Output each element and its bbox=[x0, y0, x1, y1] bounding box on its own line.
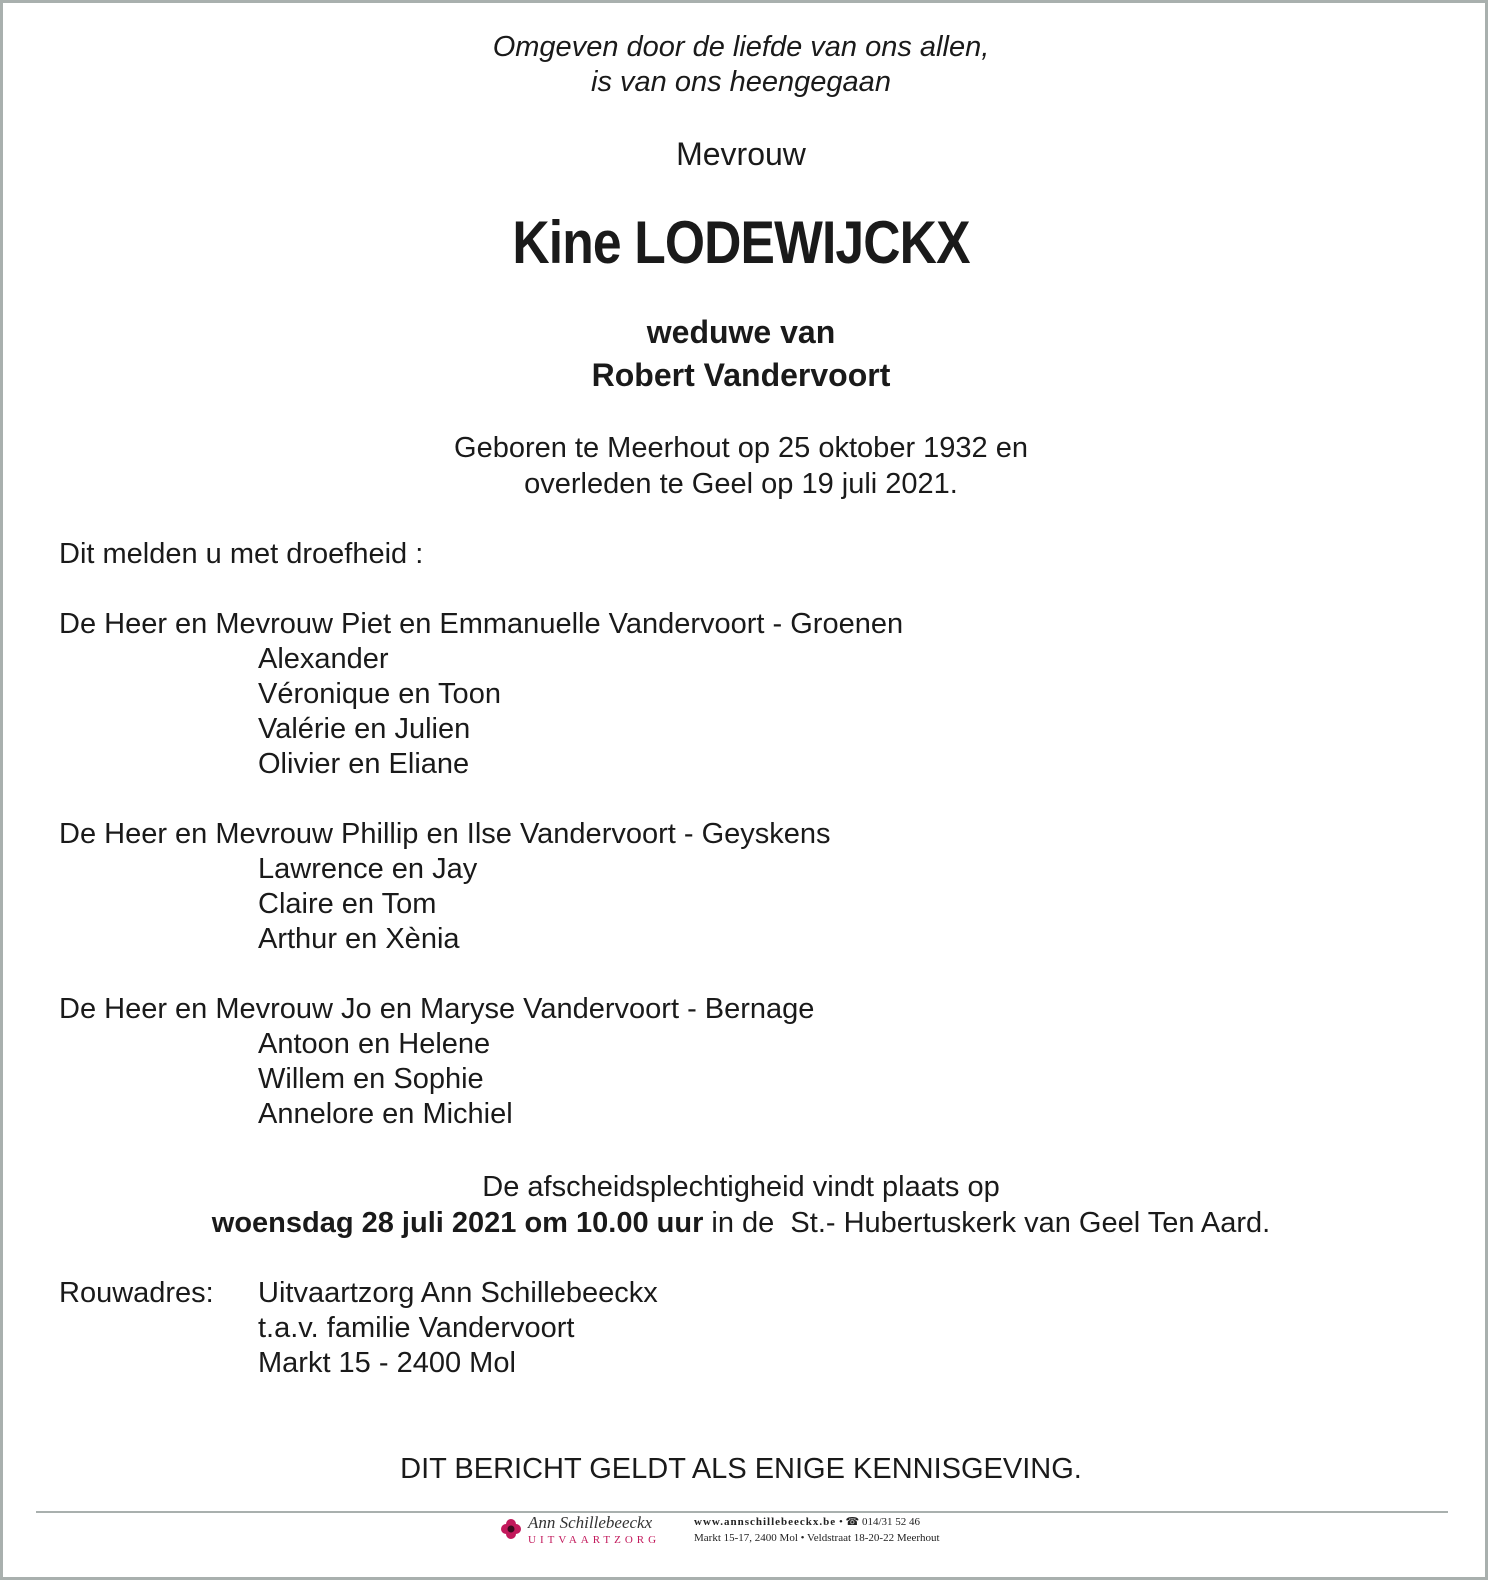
deceased-title: Mevrouw bbox=[676, 136, 806, 172]
announce-line: Dit melden u met droefheid : bbox=[59, 538, 424, 570]
footer-divider bbox=[36, 1511, 1448, 1513]
deceased-name: Kine LODEWIJCKX bbox=[512, 209, 970, 276]
family-member: Lawrence en Jay bbox=[258, 853, 478, 885]
widow-line-1: weduwe van bbox=[646, 314, 836, 350]
address-line: t.a.v. familie Vandervoort bbox=[258, 1312, 575, 1344]
family-member: Véronique en Toon bbox=[258, 678, 501, 710]
family-member: Claire en Tom bbox=[258, 888, 437, 920]
family-member: Annelore en Michiel bbox=[258, 1098, 513, 1130]
footer-addresses: Markt 15-17, 2400 Mol • Veldstraat 18-20-22 Meerhout bbox=[694, 1532, 940, 1544]
address-line: Uitvaartzorg Ann Schillebeeckx bbox=[258, 1277, 658, 1309]
death-line: overleden te Geel op 19 juli 2021. bbox=[524, 468, 958, 500]
family-member: Willem en Sophie bbox=[258, 1063, 484, 1095]
family-member: Olivier en Eliane bbox=[258, 748, 470, 780]
family-head: De Heer en Mevrouw Piet en Emmanuelle Vandervoort - Groenen bbox=[59, 608, 904, 640]
family-member: Valérie en Julien bbox=[258, 713, 471, 745]
logo-name: Ann Schillebeeckx bbox=[528, 1513, 653, 1532]
website: www.annschillebeeckx.be bbox=[694, 1516, 837, 1528]
family-member: Alexander bbox=[258, 643, 389, 675]
flower-icon bbox=[498, 1516, 524, 1542]
widow-line-2: Robert Vandervoort bbox=[591, 357, 891, 393]
birth-line: Geboren te Meerhout op 25 oktober 1932 en bbox=[454, 432, 1028, 464]
notice-line: DIT BERICHT GELDT ALS ENIGE KENNISGEVING. bbox=[400, 1453, 1082, 1485]
ceremony-line-1: De afscheidsplechtigheid vindt plaats op bbox=[482, 1171, 1000, 1203]
logo-subtitle: UITVAARTZORG bbox=[528, 1534, 661, 1546]
contact-line: www.annschillebeeckx.be • ☎ 014/31 52 46 bbox=[694, 1516, 921, 1528]
intro-line-2: is van ons heengegaan bbox=[591, 66, 891, 98]
intro-line-1: Omgeven door de liefde van ons allen, bbox=[492, 31, 990, 63]
family-head: De Heer en Mevrouw Phillip en Ilse Vandervoort - Geyskens bbox=[59, 818, 831, 850]
ceremony-date: woensdag 28 juli 2021 om 10.00 uur bbox=[211, 1207, 704, 1239]
phone-number: 014/31 52 46 bbox=[862, 1516, 921, 1528]
ceremony-location: in de St.- Hubertuskerk van Geel Ten Aard. bbox=[703, 1207, 1271, 1239]
family-head: De Heer en Mevrouw Jo en Maryse Vandervoort - Bernage bbox=[59, 993, 815, 1025]
family-member: Arthur en Xènia bbox=[258, 923, 460, 955]
family-member: Antoon en Helene bbox=[258, 1028, 491, 1060]
ceremony-line-2 bbox=[0, 1206, 1482, 1241]
address-label: Rouwadres: bbox=[59, 1277, 214, 1309]
phone-icon: ☎ bbox=[845, 1516, 860, 1528]
address-line: Markt 15 - 2400 Mol bbox=[258, 1347, 516, 1379]
